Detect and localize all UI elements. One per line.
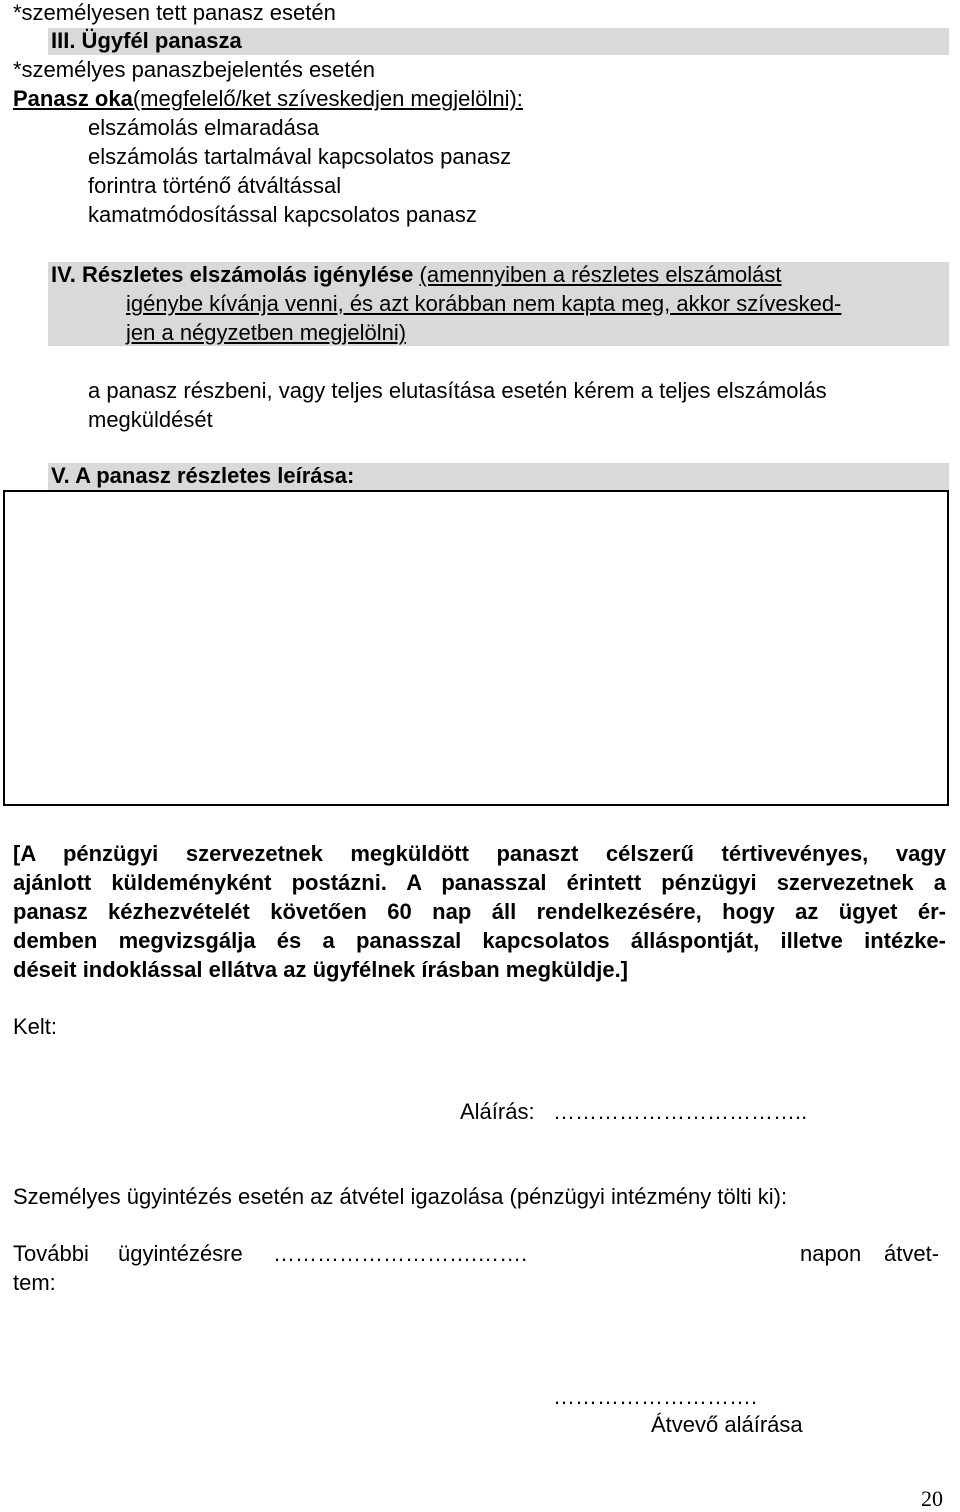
section4-desc-line3: jen a négyzetben megjelölni) [126,320,407,345]
signature-label: Aláírás: [460,1099,535,1124]
further-word-3: napon [800,1241,862,1266]
top-note: *személyesen tett panasz esetén [13,0,336,25]
further-line2: tem: [13,1270,56,1295]
section4-heading-line1 [51,260,781,289]
complaint-description-box[interactable] [3,490,949,806]
option-forint-conversion[interactable]: forintra történő átváltással [88,173,342,198]
further-date-field[interactable]: ……………………….……. [273,1241,528,1266]
notice-line-5: déseit indoklással ellátva az ügyfélnek írásban megküldje.] [13,957,629,982]
complaint-reason-label-rest: (megfelelő/ket szíveskedjen megjelölni): [132,86,523,111]
section5-heading: V. A panasz részletes leírása: [51,463,355,488]
option-interest-change[interactable]: kamatmódosítással kapcsolatos panasz [88,202,477,227]
option-missing-settlement[interactable]: elszámolás elmaradása [88,115,320,140]
further-word-1: További [13,1241,89,1266]
signature-field[interactable]: …………………………….. [553,1099,808,1124]
detailed-settlement-option-line1[interactable]: a panasz részbeni, vagy teljes elutasítása esetén kérem a teljes elszámolás [88,378,827,403]
complaint-reason-label [13,84,523,113]
section4-heading: IV. Részletes elszámolás igénylése [51,262,414,287]
detailed-settlement-option-line2[interactable]: megküldését [88,407,213,432]
kelt-label: Kelt: [13,1014,58,1039]
section3-note: *személyes panaszbejelentés esetén [13,57,376,82]
notice-line-4: demben megvizsgálja és a panasszal kapcsolatos álláspontját, illetve intézke- [13,928,946,953]
section4-desc-line1: (amennyiben a részletes elszámolást [419,262,782,287]
page-number: 20 [921,1486,943,1511]
notice-line-2: ajánlott küldeményként postázni. A panasszal érintett pénzügyi szervezetnek a [13,870,946,895]
receiver-signature-field[interactable]: ………………………. [553,1384,758,1409]
complaint-reason-label-underlined: Panasz oka [13,86,133,111]
receipt-heading: Személyes ügyintézés esetén az átvétel igazolása (pénzügyi intézmény tölti ki): [13,1184,788,1209]
section4-desc-line2: igénybe kívánja venni, és azt korábban nem kapta meg, akkor szívesked- [126,291,842,316]
notice-line-1: [A pénzügyi szervezetnek megküldött panaszt célszerű tértivevényes, vagy [13,841,946,866]
option-settlement-content[interactable]: elszámolás tartalmával kapcsolatos panasz [88,144,512,169]
further-word-2: ügyintézésre [118,1241,243,1266]
further-word-4: átvet- [884,1241,940,1266]
notice-line-3: panasz kézhezvételét követően 60 nap áll rendelkezésére, hogy az ügyet ér- [13,899,946,924]
section3-heading: III. Ügyfél panasza [51,28,242,53]
receiver-signature-label: Átvevő aláírása [651,1412,803,1437]
